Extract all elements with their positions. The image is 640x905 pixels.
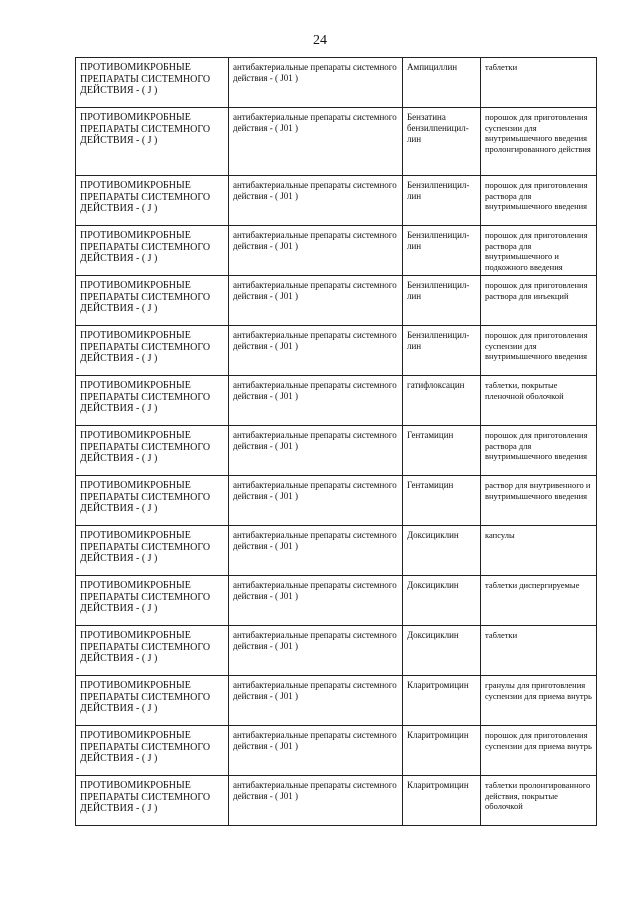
dosage-form: таблетки xyxy=(485,630,518,640)
drug-cell xyxy=(403,58,481,108)
subgroup-cell xyxy=(229,626,403,676)
group-text: ПРОТИВОМИКРОБНЫЕ ПРЕПАРАТЫ СИСТЕМНОГО ДЕЙСТВИЯ - ( J ) xyxy=(80,680,211,714)
subgroup-text: антибактериальные препараты системного действия - ( J01 ) xyxy=(233,180,397,201)
subgroup-text: антибактериальные препараты системного действия - ( J01 ) xyxy=(233,330,397,351)
form-cell xyxy=(481,226,597,276)
subgroup-text: антибактериальные препараты системного действия - ( J01 ) xyxy=(233,680,397,701)
group-text: ПРОТИВОМИКРОБНЫЕ ПРЕПАРАТЫ СИСТЕМНОГО ДЕЙСТВИЯ - ( J ) xyxy=(80,730,211,764)
table-row xyxy=(76,176,597,226)
drug-cell xyxy=(403,726,481,776)
drug-cell xyxy=(403,326,481,376)
drug-cell xyxy=(403,526,481,576)
dosage-form: порошок для приготовления раствора для внутримышечного введения xyxy=(485,430,588,461)
subgroup-cell xyxy=(229,526,403,576)
drug-cell xyxy=(403,176,481,226)
form-cell xyxy=(481,58,597,108)
group-cell xyxy=(76,476,229,526)
subgroup-cell xyxy=(229,326,403,376)
drug-name: Кларитромицин xyxy=(407,680,469,690)
group-cell xyxy=(76,426,229,476)
table-row xyxy=(76,108,597,176)
drug-cell xyxy=(403,426,481,476)
subgroup-cell xyxy=(229,376,403,426)
drug-name: Бензилпеницил-лин xyxy=(407,180,470,201)
group-cell xyxy=(76,326,229,376)
subgroup-cell xyxy=(229,176,403,226)
dosage-form: таблетки пролонгированного действия, покрытые оболочкой xyxy=(485,780,591,811)
dosage-form: порошок для приготовления суспензии для внутримышечного введения пролонгированного действия xyxy=(485,112,591,154)
drug-cell xyxy=(403,776,481,826)
form-cell xyxy=(481,776,597,826)
group-cell xyxy=(76,576,229,626)
group-text: ПРОТИВОМИКРОБНЫЕ ПРЕПАРАТЫ СИСТЕМНОГО ДЕЙСТВИЯ - ( J ) xyxy=(80,330,211,364)
subgroup-text: антибактериальные препараты системного действия - ( J01 ) xyxy=(233,112,397,133)
form-cell xyxy=(481,526,597,576)
group-cell xyxy=(76,108,229,176)
drug-cell xyxy=(403,476,481,526)
drug-cell xyxy=(403,226,481,276)
drug-name: Бензатина бензилпеницил-лин xyxy=(407,112,469,144)
group-text: ПРОТИВОМИКРОБНЫЕ ПРЕПАРАТЫ СИСТЕМНОГО ДЕЙСТВИЯ - ( J ) xyxy=(80,62,211,96)
group-cell xyxy=(76,526,229,576)
group-text: ПРОТИВОМИКРОБНЫЕ ПРЕПАРАТЫ СИСТЕМНОГО ДЕЙСТВИЯ - ( J ) xyxy=(80,280,211,314)
dosage-form: таблетки диспергируемые xyxy=(485,580,580,590)
group-text: ПРОТИВОМИКРОБНЫЕ ПРЕПАРАТЫ СИСТЕМНОГО ДЕЙСТВИЯ - ( J ) xyxy=(80,112,211,146)
subgroup-text: антибактериальные препараты системного действия - ( J01 ) xyxy=(233,380,397,401)
group-text: ПРОТИВОМИКРОБНЫЕ ПРЕПАРАТЫ СИСТЕМНОГО ДЕЙСТВИЯ - ( J ) xyxy=(80,480,211,514)
subgroup-cell xyxy=(229,476,403,526)
form-cell xyxy=(481,676,597,726)
subgroup-text: антибактериальные препараты системного действия - ( J01 ) xyxy=(233,580,397,601)
dosage-form: таблетки, покрытые пленочной оболочкой xyxy=(485,380,564,401)
table-row xyxy=(76,726,597,776)
group-text: ПРОТИВОМИКРОБНЫЕ ПРЕПАРАТЫ СИСТЕМНОГО ДЕЙСТВИЯ - ( J ) xyxy=(80,380,211,414)
dosage-form: раствор для внутривенного и внутримышечного введения xyxy=(485,480,591,501)
drug-name: Ампициллин xyxy=(407,62,458,72)
form-cell xyxy=(481,476,597,526)
table-row xyxy=(76,376,597,426)
group-text: ПРОТИВОМИКРОБНЫЕ ПРЕПАРАТЫ СИСТЕМНОГО ДЕЙСТВИЯ - ( J ) xyxy=(80,580,211,614)
drug-name: Бензилпеницил-лин xyxy=(407,330,470,351)
group-text: ПРОТИВОМИКРОБНЫЕ ПРЕПАРАТЫ СИСТЕМНОГО ДЕЙСТВИЯ - ( J ) xyxy=(80,530,211,564)
drug-name: Бензилпеницил-лин xyxy=(407,280,470,301)
subgroup-text: антибактериальные препараты системного действия - ( J01 ) xyxy=(233,530,397,551)
subgroup-text: антибактериальные препараты системного действия - ( J01 ) xyxy=(233,230,397,251)
table-row xyxy=(76,426,597,476)
subgroup-cell xyxy=(229,676,403,726)
group-text: ПРОТИВОМИКРОБНЫЕ ПРЕПАРАТЫ СИСТЕМНОГО ДЕЙСТВИЯ - ( J ) xyxy=(80,230,211,264)
form-cell xyxy=(481,108,597,176)
subgroup-cell xyxy=(229,426,403,476)
subgroup-text: антибактериальные препараты системного действия - ( J01 ) xyxy=(233,480,397,501)
drug-cell xyxy=(403,276,481,326)
group-cell xyxy=(76,776,229,826)
dosage-form: порошок для приготовления раствора для внутримышечного введения xyxy=(485,180,588,211)
group-text: ПРОТИВОМИКРОБНЫЕ ПРЕПАРАТЫ СИСТЕМНОГО ДЕЙСТВИЯ - ( J ) xyxy=(80,430,211,464)
group-cell xyxy=(76,626,229,676)
table-row xyxy=(76,276,597,326)
subgroup-text: антибактериальные препараты системного действия - ( J01 ) xyxy=(233,62,397,83)
subgroup-cell xyxy=(229,226,403,276)
form-cell xyxy=(481,726,597,776)
form-cell xyxy=(481,576,597,626)
dosage-form: порошок для приготовления суспензии для приема внутрь xyxy=(485,730,592,751)
subgroup-text: антибактериальные препараты системного действия - ( J01 ) xyxy=(233,730,397,751)
drug-name: Кларитромицин xyxy=(407,780,469,790)
subgroup-cell xyxy=(229,108,403,176)
group-text: ПРОТИВОМИКРОБНЫЕ ПРЕПАРАТЫ СИСТЕМНОГО ДЕЙСТВИЯ - ( J ) xyxy=(80,180,211,214)
table-row xyxy=(76,476,597,526)
group-text: ПРОТИВОМИКРОБНЫЕ ПРЕПАРАТЫ СИСТЕМНОГО ДЕЙСТВИЯ - ( J ) xyxy=(80,780,211,814)
group-cell xyxy=(76,58,229,108)
subgroup-cell xyxy=(229,576,403,626)
subgroup-text: антибактериальные препараты системного действия - ( J01 ) xyxy=(233,280,397,301)
table-row xyxy=(76,676,597,726)
form-cell xyxy=(481,176,597,226)
table-row xyxy=(76,776,597,826)
group-cell xyxy=(76,376,229,426)
form-cell xyxy=(481,326,597,376)
drug-cell xyxy=(403,576,481,626)
drug-name: Доксициклин xyxy=(407,530,459,540)
drug-name: Бензилпеницил-лин xyxy=(407,230,470,251)
dosage-form: капсулы xyxy=(485,530,515,540)
drug-cell xyxy=(403,626,481,676)
dosage-form: гранулы для приготовления суспензии для приема внутрь xyxy=(485,680,592,701)
table-row xyxy=(76,58,597,108)
dosage-form: порошок для приготовления раствора для внутримышечного и подкожного введения xyxy=(485,230,588,272)
drug-table xyxy=(75,57,597,826)
group-cell xyxy=(76,276,229,326)
table-row xyxy=(76,576,597,626)
form-cell xyxy=(481,376,597,426)
subgroup-cell xyxy=(229,726,403,776)
subgroup-text: антибактериальные препараты системного действия - ( J01 ) xyxy=(233,630,397,651)
subgroup-cell xyxy=(229,776,403,826)
dosage-form: порошок для приготовления суспензии для внутримышечного введения xyxy=(485,330,588,361)
dosage-form: таблетки xyxy=(485,62,518,72)
table-row xyxy=(76,626,597,676)
drug-cell xyxy=(403,108,481,176)
drug-name: Гентамицин xyxy=(407,480,454,490)
page-number: 24 xyxy=(313,33,327,48)
group-cell xyxy=(76,676,229,726)
table-row xyxy=(76,226,597,276)
form-cell xyxy=(481,626,597,676)
drug-name: Кларитромицин xyxy=(407,730,469,740)
form-cell xyxy=(481,276,597,326)
subgroup-cell xyxy=(229,58,403,108)
subgroup-text: антибактериальные препараты системного действия - ( J01 ) xyxy=(233,780,397,801)
drug-name: Доксициклин xyxy=(407,580,459,590)
subgroup-cell xyxy=(229,276,403,326)
drug-name: гатифлоксацин xyxy=(407,380,465,390)
group-cell xyxy=(76,176,229,226)
table-row xyxy=(76,326,597,376)
subgroup-text: антибактериальные препараты системного действия - ( J01 ) xyxy=(233,430,397,451)
group-cell xyxy=(76,726,229,776)
group-cell xyxy=(76,226,229,276)
drug-name: Доксициклин xyxy=(407,630,459,640)
form-cell xyxy=(481,426,597,476)
group-text: ПРОТИВОМИКРОБНЫЕ ПРЕПАРАТЫ СИСТЕМНОГО ДЕЙСТВИЯ - ( J ) xyxy=(80,630,211,664)
dosage-form: порошок для приготовления раствора для инъекций xyxy=(485,280,588,301)
drug-name: Гентамицин xyxy=(407,430,454,440)
table-row xyxy=(76,526,597,576)
drug-cell xyxy=(403,376,481,426)
drug-cell xyxy=(403,676,481,726)
